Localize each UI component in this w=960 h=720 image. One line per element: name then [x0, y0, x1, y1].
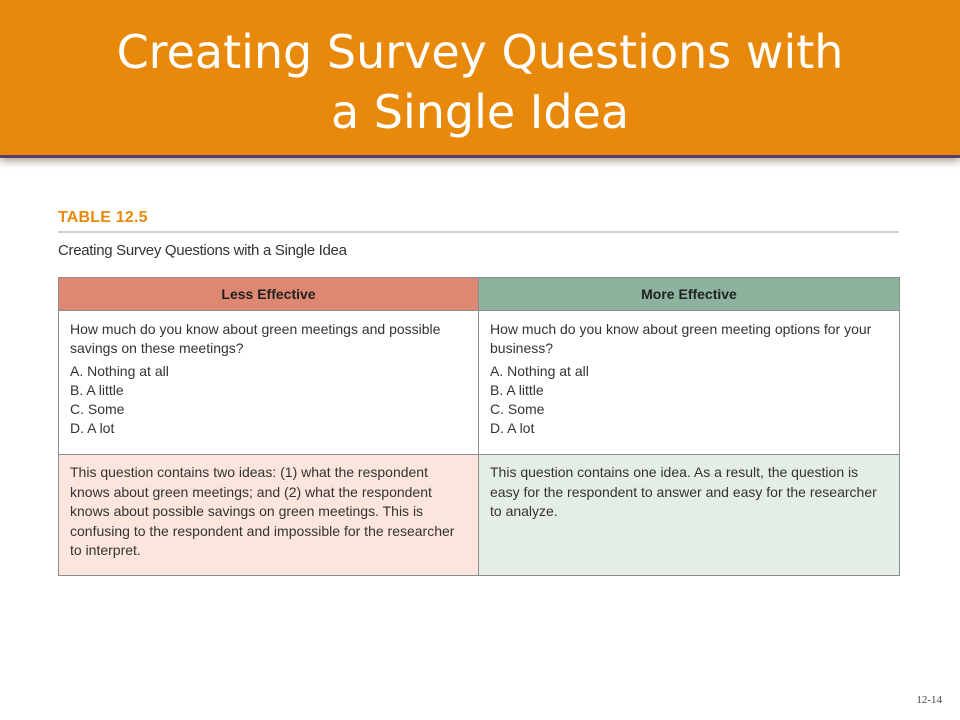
- less-effective-option-a: A. Nothing at all: [70, 363, 169, 379]
- less-effective-question-cell: [59, 311, 479, 455]
- more-effective-option-b: B. A little: [490, 382, 544, 398]
- table-label: TABLE 12.5: [58, 209, 148, 226]
- header-less-effective: Less Effective: [59, 278, 479, 311]
- table-header-row: [59, 278, 900, 311]
- more-effective-question: How much do you know about green meeting options for your business?: [490, 321, 872, 356]
- page-number: 12-14: [916, 694, 942, 706]
- table-row-questions: [59, 311, 900, 455]
- table-row-explanations: [59, 455, 900, 576]
- slide-title-line-2: a Single Idea: [330, 85, 630, 139]
- less-effective-option-c: C. Some: [70, 401, 125, 417]
- less-effective-option-d: D. A lot: [70, 420, 115, 436]
- less-effective-explanation: This question contains two ideas: (1) what the respondent knows about green meetings; and (2) what the respondent knows about possible savings on green meetings. This is confusing to the respondent and impossible for the researcher to interpret.: [59, 455, 479, 576]
- table-label-divider: [58, 231, 899, 233]
- comparison-table: [58, 277, 900, 576]
- header-more-effective: More Effective: [479, 278, 900, 311]
- table-caption: Creating Survey Questions with a Single Idea: [58, 242, 347, 259]
- more-effective-explanation: This question contains one idea. As a result, the question is easy for the respondent to answer and easy for the researcher to analyze.: [479, 455, 900, 576]
- more-effective-option-d: D. A lot: [490, 420, 535, 436]
- slide-title: [0, 22, 960, 142]
- more-effective-option-a: A. Nothing at all: [490, 363, 589, 379]
- title-bar: [0, 0, 960, 155]
- more-effective-option-c: C. Some: [490, 401, 545, 417]
- less-effective-question: How much do you know about green meetings and possible savings on these meetings?: [70, 321, 441, 356]
- less-effective-option-b: B. A little: [70, 382, 124, 398]
- more-effective-question-cell: [479, 311, 900, 455]
- table-figure: [58, 207, 899, 576]
- slide-title-line-1: Creating Survey Questions with: [116, 25, 844, 79]
